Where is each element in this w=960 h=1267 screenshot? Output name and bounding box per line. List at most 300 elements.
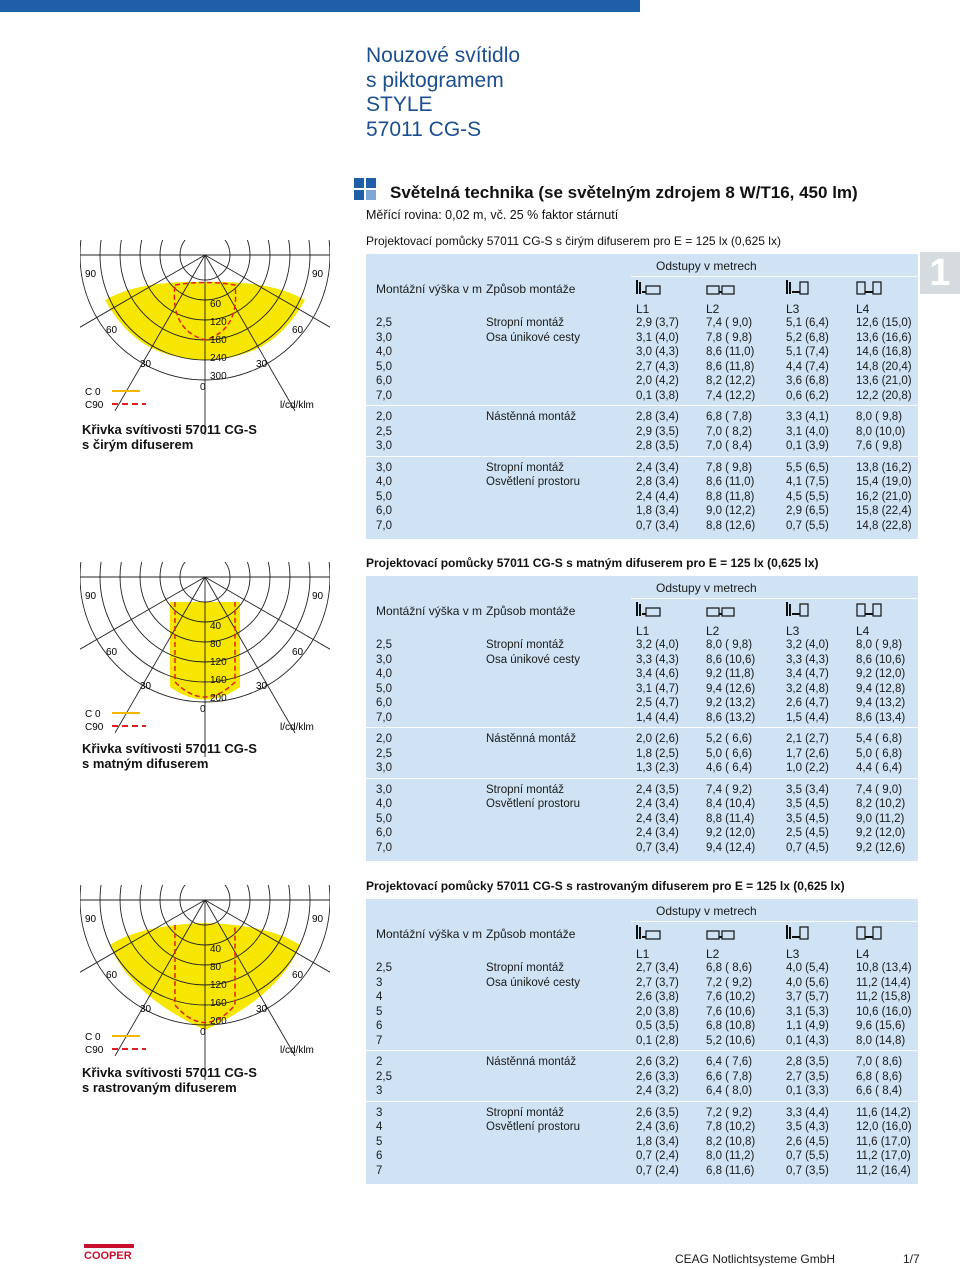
distance-cell: 2,6 (3,3) (636, 1070, 679, 1083)
distance-cell: 4,1 (7,5) (786, 476, 829, 488)
distance-cell: 6,8 ( 8,6) (706, 962, 753, 974)
caption-line: Křivka svítivosti 57011 CG-S (82, 1065, 257, 1080)
distance-cell: 3,5 (4,5) (786, 812, 829, 825)
table-row (366, 732, 918, 746)
radial-tick-label: 120 (210, 657, 227, 668)
distance-cell: 10,8 (13,4) (856, 962, 912, 974)
distance-cell: 5,1 (7,4) (786, 346, 829, 358)
distance-cell: 2,7 (3,4) (636, 962, 679, 974)
distance-cell: 8,6 (10,6) (706, 653, 756, 666)
distance-cell: 9,4 (13,2) (856, 697, 906, 709)
table-row (366, 653, 918, 667)
mount-height-header: Montážní výška v m (376, 604, 483, 618)
distance-cell: 8,2 (12,2) (706, 375, 756, 387)
distance-cell: 3,2 (4,8) (786, 682, 829, 695)
distance-cell: 5,2 (6,8) (786, 331, 829, 344)
distance-cell: 11,6 (14,2) (856, 1106, 911, 1119)
distance-cell: 8,2 (10,8) (706, 1135, 756, 1148)
distance-cell: 0,1 (4,3) (786, 1034, 829, 1047)
distance-cell: 8,6 (13,4) (856, 711, 906, 724)
distance-cell: 2,4 (3,6) (636, 1121, 679, 1133)
distance-cell: 4,0 (5,6) (786, 976, 829, 989)
height-cell: 5,0 (376, 490, 392, 503)
table-title: Projektovací pomůcky 57011 CG-S s čirým difuserem pro E = 125 lx (0,625 lx) (366, 234, 781, 248)
distance-cell: 6,8 (11,6) (706, 1164, 755, 1177)
distance-cell: 7,4 ( 9,0) (706, 317, 753, 329)
distance-cell: 13,6 (16,6) (856, 331, 912, 344)
distance-cell: 8,6 (11,8) (706, 360, 755, 373)
distance-cell: 0,1 (3,9) (786, 440, 829, 452)
distance-cell: 9,4 (12,4) (706, 841, 756, 854)
height-cell: 5,0 (376, 812, 392, 825)
table-row (366, 976, 918, 990)
distance-cell: 0,7 (4,5) (786, 841, 829, 854)
distance-cell: 3,3 (4,4) (786, 1106, 829, 1119)
table-title: Projektovací pomůcky 57011 CG-S s rastrovaným difuserem pro E = 125 lx (0,625 lx) (366, 879, 845, 893)
distance-cell: 2,5 (4,5) (786, 827, 829, 839)
table-row (366, 374, 918, 388)
section-heading: Světelná technika (se světelným zdrojem 8 W/T16, 450 lm) (390, 183, 858, 202)
column-header-l2: L2 (706, 624, 720, 638)
polar-caption (82, 422, 257, 452)
distance-cell: 7,4 ( 9,0) (856, 783, 903, 796)
height-cell: 3,0 (376, 331, 392, 344)
distance-cell: 8,6 (11,0) (706, 346, 755, 358)
distance-cell: 1,8 (3,4) (636, 1135, 679, 1148)
height-cell: 7 (376, 1034, 383, 1047)
distance-cell: 2,4 (3,5) (636, 783, 679, 796)
height-cell: 3,0 (376, 440, 392, 452)
radial-tick-label: 200 (210, 693, 227, 704)
height-cell: 2,5 (376, 962, 392, 974)
distance-cell: 3,5 (3,4) (786, 783, 829, 796)
footer-company: CEAG Notlichtsysteme GmbH (675, 1252, 836, 1266)
caption-line: Křivka svítivosti 57011 CG-S (82, 741, 257, 756)
column-header-l4: L4 (856, 302, 870, 316)
title-line: s piktogramem (366, 68, 504, 92)
distance-cell: 1,3 (2,3) (636, 762, 679, 774)
distance-cell: 2,6 (3,8) (636, 991, 679, 1003)
distance-cell: 2,4 (3,4) (636, 798, 679, 810)
column-header-l1: L1 (636, 302, 650, 316)
title-line: Nouzové svítidlo (366, 44, 521, 67)
distance-cell: 0,7 (5,5) (786, 1150, 829, 1162)
distance-cell: 0,1 (3,3) (786, 1085, 829, 1097)
distance-cell: 8,0 (14,8) (856, 1034, 906, 1047)
distance-cell: 2,1 (2,7) (786, 733, 829, 745)
arrangement-pictogram-icon (636, 600, 666, 618)
distances-header: Odstupy v metrech (656, 259, 757, 273)
distance-cell: 16,2 (21,0) (856, 490, 912, 503)
mount-type-header: Způsob montáže (486, 282, 576, 296)
arrangement-pictogram-icon (786, 600, 816, 618)
angle-tick-label: 60 (106, 647, 118, 658)
height-cell: 7,0 (376, 519, 392, 532)
distance-cell: 7,2 ( 9,2) (706, 976, 753, 989)
legend-c0-label: C 0 (85, 1032, 101, 1043)
distance-cell: 0,7 (3,4) (636, 519, 679, 532)
table-row (366, 797, 918, 811)
distance-cell: 2,4 (3,4) (636, 812, 679, 825)
distance-cell: 2,0 (3,8) (636, 1005, 679, 1018)
table-row (366, 360, 918, 374)
table-row (366, 475, 918, 489)
radial-tick-label: 60 (210, 299, 222, 310)
angle-tick-label: 90 (312, 591, 324, 602)
mount-type-cell: Osa únikové cesty (486, 653, 580, 666)
height-cell: 2 (376, 1056, 383, 1068)
height-cell: 4,0 (376, 798, 392, 810)
table-row (366, 1055, 918, 1069)
angle-tick-label: 60 (292, 325, 304, 336)
table-row (366, 1019, 918, 1033)
height-cell: 7,0 (376, 711, 392, 724)
distance-cell: 1,8 (3,4) (636, 505, 679, 517)
distance-cell: 2,7 (3,5) (786, 1070, 829, 1083)
mount-type-cell: Stropní montáž (486, 1106, 564, 1119)
column-header-l3: L3 (786, 302, 800, 316)
distance-cell: 3,3 (4,1) (786, 411, 829, 423)
distance-cell: 5,0 ( 6,6) (706, 747, 753, 760)
angle-tick-label: 60 (292, 970, 304, 981)
table-row (366, 682, 918, 696)
table-row (366, 1106, 918, 1120)
distance-cell: 7,0 ( 8,2) (706, 425, 753, 438)
height-cell: 3,0 (376, 461, 392, 474)
distance-cell: 7,8 (10,2) (706, 1121, 756, 1133)
distance-cell: 3,5 (4,3) (786, 1121, 829, 1133)
distance-cell: 9,4 (12,8) (856, 682, 906, 695)
height-cell: 4,0 (376, 476, 392, 488)
mount-type-cell: Osa únikové cesty (486, 331, 580, 344)
distance-cell: 2,0 (2,6) (636, 733, 679, 745)
table-row (366, 696, 918, 710)
height-cell: 3 (376, 976, 383, 989)
angle-tick-label: 30 (140, 1004, 152, 1015)
distance-cell: 1,4 (4,4) (636, 711, 679, 724)
table-row (366, 638, 918, 652)
mount-type-header: Způsob montáže (486, 927, 576, 941)
radial-tick-label: 0 (200, 1027, 206, 1038)
table-row (366, 425, 918, 439)
table-row (366, 990, 918, 1004)
chapter-tab: 1 (920, 252, 960, 294)
distance-cell: 6,8 ( 7,8) (706, 411, 753, 423)
table-row (366, 389, 918, 403)
distance-cell: 8,2 (10,2) (856, 798, 906, 810)
distance-cell: 3,3 (4,3) (636, 653, 679, 666)
angle-tick-label: 30 (256, 1004, 268, 1015)
distance-cell: 2,6 (3,5) (636, 1106, 679, 1119)
height-cell: 5 (376, 1005, 383, 1018)
table-row (366, 1164, 918, 1178)
mount-type-cell: Stropní montáž (486, 461, 564, 474)
distance-cell: 8,6 (11,0) (706, 476, 755, 488)
angle-tick-label: 90 (85, 269, 97, 280)
arrangement-pictogram-icon (636, 278, 666, 296)
column-header-l3: L3 (786, 947, 800, 961)
height-cell: 4 (376, 991, 383, 1003)
distance-cell: 5,2 (10,6) (706, 1034, 756, 1047)
polar-chart (80, 885, 330, 1085)
height-cell: 2,5 (376, 639, 392, 651)
polar-diagram (80, 562, 330, 762)
polar-diagram (80, 240, 330, 440)
mount-type-cell: Nástěnná montáž (486, 411, 577, 423)
distance-cell: 7,8 ( 9,8) (706, 331, 753, 344)
angle-tick-label: 30 (256, 359, 268, 370)
mount-type-cell: Nástěnná montáž (486, 1056, 577, 1068)
arrangement-pictogram-icon (786, 923, 816, 941)
arrangement-pictogram-icon (706, 278, 736, 296)
distance-cell: 13,8 (16,2) (856, 461, 912, 474)
legend-c0-label: C 0 (85, 709, 101, 720)
title-line: 57011 CG-S (366, 117, 482, 141)
mount-type-cell: Osvětlení prostoru (486, 476, 580, 488)
distance-cell: 10,6 (16,0) (856, 1005, 912, 1018)
mount-type-cell: Nástěnná montáž (486, 733, 577, 745)
distance-cell: 1,0 (2,2) (786, 762, 829, 774)
distance-cell: 11,2 (16,4) (856, 1164, 911, 1177)
distance-cell: 3,2 (4,0) (636, 639, 679, 651)
caption-line: s rastrovaným difuserem (82, 1080, 237, 1095)
mount-type-cell: Stropní montáž (486, 639, 564, 651)
distance-cell: 9,2 (13,2) (706, 697, 756, 709)
distance-cell: 7,6 (10,2) (706, 991, 756, 1003)
distance-cell: 9,2 (12,6) (856, 841, 906, 854)
distance-cell: 0,7 (5,5) (786, 519, 829, 532)
distances-header: Odstupy v metrech (656, 581, 757, 595)
table-row (366, 490, 918, 504)
svg-text:COOPER: COOPER (84, 1250, 132, 1260)
distance-cell: 0,7 (2,4) (636, 1164, 679, 1177)
arrangement-pictogram-icon (856, 923, 886, 941)
distance-cell: 8,8 (11,4) (706, 812, 755, 825)
arrangement-pictogram-icon (786, 278, 816, 296)
table-row (366, 826, 918, 840)
distance-cell: 4,4 (7,4) (786, 360, 829, 373)
distance-cell: 2,6 (4,7) (786, 697, 829, 709)
distance-cell: 11,2 (17,0) (856, 1150, 911, 1162)
distance-cell: 7,0 ( 8,4) (706, 440, 753, 452)
table-row (366, 1135, 918, 1149)
height-cell: 3,0 (376, 762, 392, 774)
distance-cell: 8,0 ( 9,8) (706, 639, 753, 651)
arrangement-pictogram-icon (706, 600, 736, 618)
mount-type-cell: Osa únikové cesty (486, 976, 580, 989)
legend-c90-label: C90 (85, 722, 104, 733)
distance-cell: 3,5 (4,5) (786, 798, 829, 810)
arrangement-pictogram-icon (856, 600, 886, 618)
distance-cell: 8,8 (12,6) (706, 519, 756, 532)
distance-cell: 3,1 (5,3) (786, 1005, 829, 1018)
table-row (366, 1034, 918, 1048)
table-row (366, 1149, 918, 1163)
mount-type-cell: Osvětlení prostoru (486, 1121, 580, 1133)
mount-type-cell: Osvětlení prostoru (486, 798, 580, 810)
angle-tick-label: 30 (140, 681, 152, 692)
distance-cell: 14,6 (16,8) (856, 346, 912, 358)
mount-type-header: Způsob montáže (486, 604, 576, 618)
height-cell: 6 (376, 1020, 383, 1032)
angle-tick-label: 60 (292, 647, 304, 658)
page-title (366, 44, 520, 142)
height-cell: 2,5 (376, 1070, 392, 1083)
distance-cell: 2,7 (3,7) (636, 976, 679, 989)
table-title: Projektovací pomůcky 57011 CG-S s matným difuserem pro E = 125 lx (0,625 lx) (366, 556, 819, 570)
table-row (366, 331, 918, 345)
distance-cell: 7,2 ( 9,2) (706, 1106, 753, 1119)
height-cell: 2,0 (376, 733, 392, 745)
distance-cell: 8,6 (10,6) (856, 653, 906, 666)
arrangement-pictogram-icon (856, 278, 886, 296)
height-cell: 3 (376, 1085, 383, 1097)
distance-cell: 6,4 ( 7,6) (706, 1056, 753, 1068)
distance-cell: 0,6 (6,2) (786, 389, 829, 402)
column-header-l3: L3 (786, 624, 800, 638)
distance-cell: 6,8 (10,8) (706, 1020, 756, 1032)
polar-chart (80, 240, 330, 440)
height-cell: 4 (376, 1121, 383, 1133)
height-cell: 3,0 (376, 783, 392, 796)
distance-cell: 9,0 (12,2) (706, 505, 756, 517)
distance-cell: 8,4 (10,4) (706, 798, 756, 810)
height-cell: 6 (376, 1150, 383, 1162)
height-cell: 7,0 (376, 389, 392, 402)
distance-cell: 3,3 (4,3) (786, 653, 829, 666)
distance-cell: 2,6 (4,5) (786, 1135, 829, 1148)
table-row (366, 410, 918, 424)
unit-label: l/cd/klm (280, 400, 314, 411)
height-cell: 5,0 (376, 682, 392, 695)
planning-table (366, 254, 918, 539)
distance-cell: 11,6 (17,0) (856, 1135, 911, 1148)
arrangement-pictogram-icon (706, 923, 736, 941)
angle-tick-label: 60 (106, 970, 118, 981)
caption-line: s matným difuserem (82, 756, 209, 771)
distance-cell: 5,4 ( 6,8) (856, 733, 903, 745)
height-cell: 6,0 (376, 697, 392, 709)
angle-tick-label: 30 (140, 359, 152, 370)
distance-cell: 4,6 ( 6,4) (706, 762, 753, 774)
distance-cell: 2,8 (3,5) (636, 440, 679, 452)
distance-cell: 3,7 (5,7) (786, 991, 829, 1003)
distance-cell: 6,6 ( 7,8) (706, 1070, 753, 1083)
angle-tick-label: 90 (312, 269, 324, 280)
table-row (366, 1070, 918, 1084)
table-row (366, 1084, 918, 1098)
column-header-l4: L4 (856, 947, 870, 961)
distance-cell: 1,5 (4,4) (786, 711, 829, 724)
distance-cell: 2,8 (3,4) (636, 411, 679, 423)
distance-cell: 12,0 (16,0) (856, 1121, 912, 1133)
caption-line: s čirým difuserem (82, 437, 194, 452)
radial-tick-label: 120 (210, 980, 227, 991)
radial-tick-label: 0 (200, 704, 206, 715)
height-cell: 6,0 (376, 505, 392, 517)
distance-cell: 6,8 ( 8,6) (856, 1070, 903, 1083)
distance-cell: 9,0 (11,2) (856, 812, 905, 825)
title-line: STYLE (366, 93, 433, 116)
mount-type-cell: Stropní montáž (486, 317, 564, 329)
radial-tick-label: 120 (210, 317, 227, 328)
distance-cell: 1,1 (4,9) (786, 1020, 829, 1032)
distance-cell: 9,2 (12,0) (856, 668, 906, 680)
radial-tick-label: 80 (210, 639, 222, 650)
radial-tick-label: 40 (210, 944, 222, 955)
distance-cell: 9,2 (12,0) (706, 827, 756, 839)
distance-cell: 2,0 (4,2) (636, 375, 679, 387)
radial-tick-label: 300 (210, 371, 227, 382)
distance-cell: 2,5 (4,7) (636, 697, 679, 709)
distance-cell: 2,6 (3,2) (636, 1056, 679, 1068)
table-row (366, 961, 918, 975)
distance-cell: 13,6 (21,0) (856, 375, 912, 387)
distance-cell: 7,6 ( 9,8) (856, 440, 903, 452)
top-accent-bar (0, 0, 640, 12)
distance-cell: 2,4 (4,4) (636, 490, 679, 503)
distance-cell: 12,2 (20,8) (856, 389, 912, 402)
distance-cell: 2,9 (3,5) (636, 425, 679, 438)
table-row (366, 504, 918, 518)
height-cell: 6,0 (376, 375, 392, 387)
distance-cell: 1,7 (2,6) (786, 747, 829, 760)
unit-label: l/cd/klm (280, 722, 314, 733)
distance-cell: 7,4 (12,2) (706, 389, 756, 402)
distance-cell: 9,2 (12,0) (856, 827, 906, 839)
distance-cell: 8,0 ( 9,8) (856, 411, 903, 423)
distance-cell: 0,1 (2,8) (636, 1034, 679, 1047)
distance-cell: 2,9 (6,5) (786, 505, 829, 517)
table-row (366, 747, 918, 761)
distance-cell: 2,9 (3,7) (636, 317, 679, 329)
distance-cell: 3,6 (6,8) (786, 375, 829, 387)
distance-cell: 8,8 (11,8) (706, 490, 755, 503)
distance-cell: 8,6 (13,2) (706, 711, 756, 724)
caption-line: Křivka svítivosti 57011 CG-S (82, 422, 257, 437)
column-header-l2: L2 (706, 302, 720, 316)
distance-cell: 2,4 (3,4) (636, 827, 679, 839)
distances-header: Odstupy v metrech (656, 904, 757, 918)
distance-cell: 9,6 (15,6) (856, 1020, 906, 1032)
radial-tick-label: 240 (210, 353, 227, 364)
distance-cell: 5,5 (6,5) (786, 461, 829, 474)
height-cell: 4,0 (376, 668, 392, 680)
table-row (366, 345, 918, 359)
planning-table (366, 899, 918, 1184)
legend-c90-label: C90 (85, 1045, 104, 1056)
distance-cell: 11,2 (15,8) (856, 991, 911, 1003)
distance-cell: 3,4 (4,7) (786, 668, 829, 680)
distance-cell: 14,8 (22,8) (856, 519, 912, 532)
distance-cell: 7,8 ( 9,8) (706, 461, 753, 474)
distance-cell: 2,7 (4,3) (636, 360, 679, 373)
radial-tick-label: 40 (210, 621, 222, 632)
cooper-logo (84, 1244, 134, 1260)
distance-cell: 7,0 ( 8,6) (856, 1056, 903, 1068)
distance-cell: 4,0 (5,4) (786, 962, 829, 974)
distance-cell: 0,7 (3,5) (786, 1164, 829, 1177)
radial-tick-label: 160 (210, 998, 227, 1009)
height-cell: 2,5 (376, 425, 392, 438)
legend-c0-label: C 0 (85, 387, 101, 398)
table-row (366, 812, 918, 826)
distance-cell: 3,2 (4,0) (786, 639, 829, 651)
distance-cell: 0,7 (2,4) (636, 1150, 679, 1162)
table-row (366, 761, 918, 775)
table-row (366, 519, 918, 533)
height-cell: 6,0 (376, 827, 392, 839)
